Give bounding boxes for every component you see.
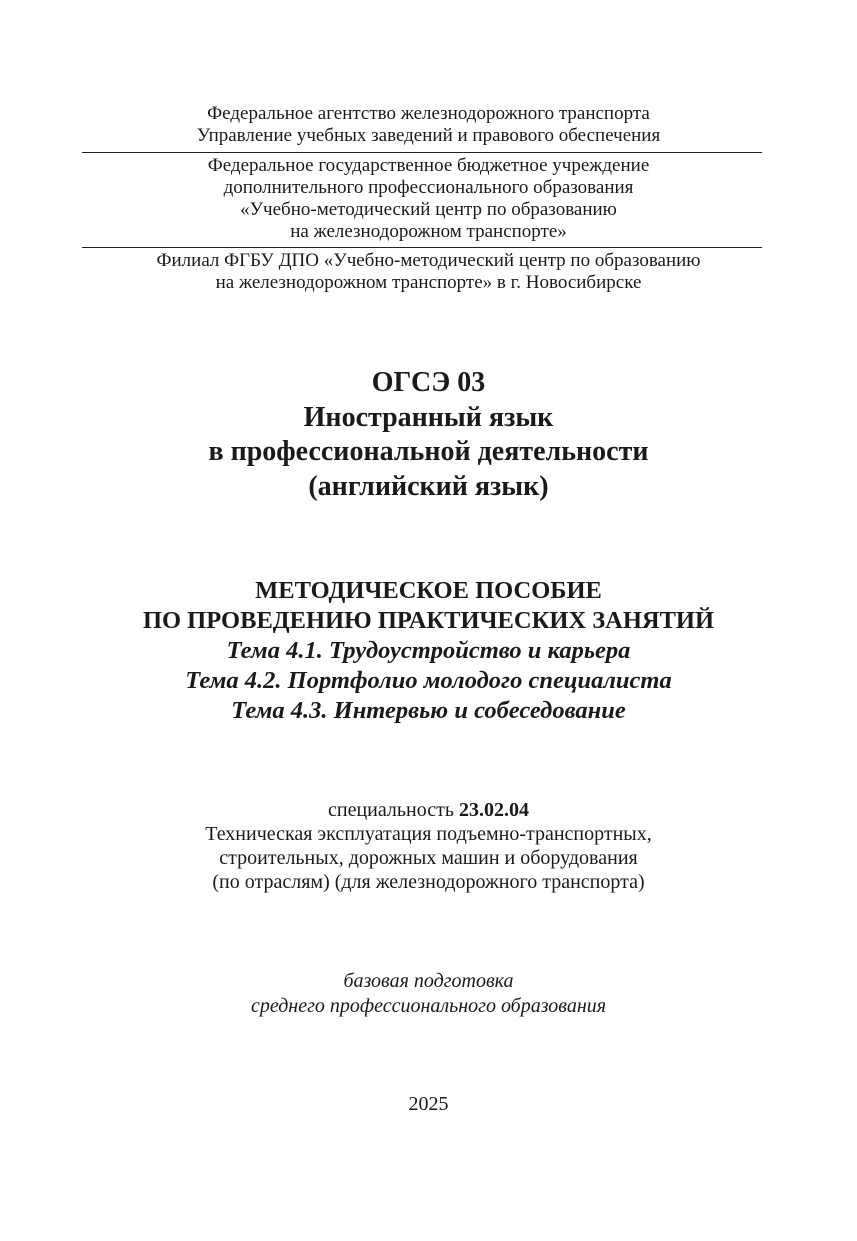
manual-block — [0, 576, 857, 726]
topic-line: Тема 4.2. Портфолио молодого специалиста — [185, 667, 672, 694]
course-title-line: Иностранный язык — [303, 401, 554, 433]
agency-block — [0, 103, 857, 147]
header-divider — [82, 152, 762, 153]
course-code: ОГСЭ 03 — [371, 367, 486, 398]
branch-line: Филиал ФГБУ ДПО «Учебно-методический центр по образованию — [156, 250, 701, 271]
specialty-description-line: строительных, дорожных машин и оборудования — [219, 847, 638, 869]
topic-line: Тема 4.1. Трудоустройство и карьера — [226, 637, 631, 664]
level-line: базовая подготовка — [343, 970, 514, 992]
specialty-heading — [0, 798, 857, 822]
agency-line: Управление учебных заведений и правового обеспечения — [196, 125, 661, 146]
institution-block — [0, 155, 857, 243]
agency-line: Федеральное агентство железнодорожного транспорта — [207, 103, 650, 124]
manual-title-line: МЕТОДИЧЕСКОЕ ПОСОБИЕ — [255, 577, 602, 604]
specialty-prefix: специальность — [328, 799, 454, 821]
level-block — [0, 969, 857, 1019]
specialty-description-line: Техническая эксплуатация подъемно-транспортных, — [205, 823, 652, 845]
specialty-code: 23.02.04 — [458, 799, 529, 821]
publication-year: 2025 — [408, 1093, 449, 1115]
institution-line: дополнительного профессионального образования — [223, 177, 634, 198]
topic-line: Тема 4.3. Интервью и собеседование — [231, 697, 626, 724]
course-title-line: в профессиональной деятельности — [208, 436, 649, 467]
institution-line: Федеральное государственное бюджетное учреждение — [207, 155, 650, 176]
institution-line: «Учебно-методический центр по образованию — [240, 199, 617, 220]
manual-title-line: ПО ПРОВЕДЕНИЮ ПРАКТИЧЕСКИХ ЗАНЯТИЙ — [142, 607, 715, 634]
branch-line: на железнодорожном транспорте» в г. Новосибирске — [215, 272, 642, 293]
header-divider — [82, 247, 762, 248]
level-line: среднего профессионального образования — [250, 995, 607, 1017]
specialty-block — [0, 798, 857, 894]
course-title-line: (английский язык) — [308, 470, 549, 502]
institution-line: на железнодорожном транспорте» — [290, 221, 567, 242]
specialty-description-line: (по отраслям) (для железнодорожного транспорта) — [212, 871, 645, 893]
branch-block — [0, 250, 857, 294]
course-title-block — [0, 366, 857, 504]
